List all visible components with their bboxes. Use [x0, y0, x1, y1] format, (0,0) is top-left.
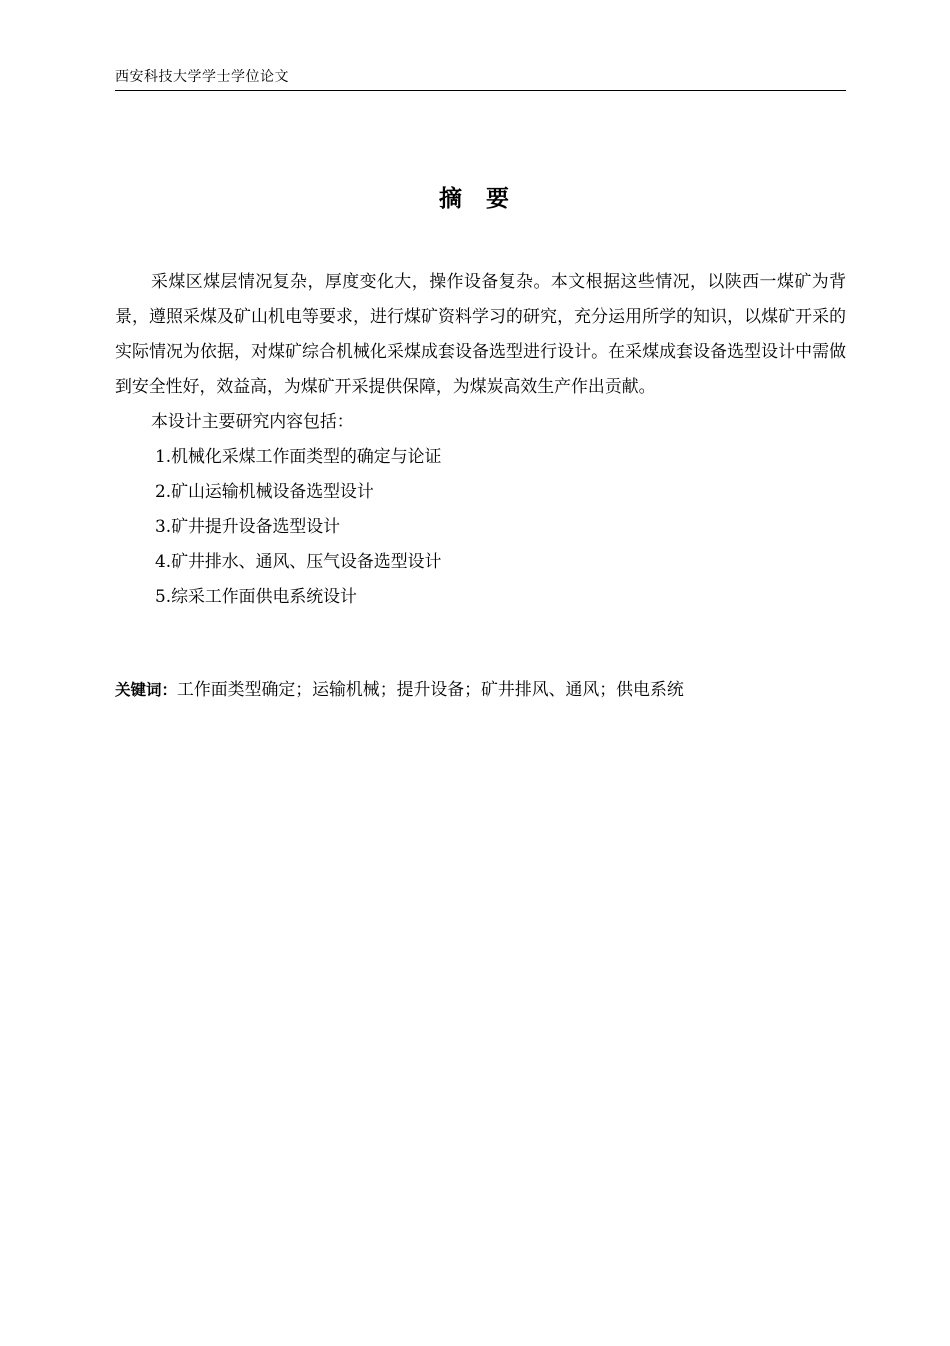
contents-item: 2.矿山运输机械设备选型设计 [155, 481, 374, 501]
keywords-text: 工作面类型确定；运输机械；提升设备；矿井排风、通风；供电系统 [177, 679, 684, 699]
abstract-body [115, 264, 846, 614]
contents-item: 1.机械化采煤工作面类型的确定与论证 [155, 446, 442, 466]
contents-item: 5.综采工作面供电系统设计 [155, 586, 357, 606]
running-header-title: 西安科技大学学士学位论文 [115, 69, 289, 85]
contents-item: 4.矿井排水、通风、压气设备选型设计 [155, 551, 442, 571]
keywords-label: 关键词： [115, 681, 178, 699]
abstract-contents-intro: 本设计主要研究内容包括： [151, 411, 354, 431]
contents-item: 3.矿井提升设备选型设计 [155, 516, 341, 536]
abstract-title: 摘 要 [438, 186, 517, 212]
abstract-paragraph: 采煤区煤层情况复杂，厚度变化大，操作设备复杂。本文根据这些情况，以陕西一煤矿为背景，遵照采煤及矿山机电等要求，进行煤矿资料学习的研究，充分运用所学的知识，以煤矿开采的实际情况为依据，对煤矿综合机械化采煤成套设备选型进行设计。在采煤成套设备选型设计中需做到安全性好，效益高，为煤矿开采提供保障，为煤炭高效生产作出贡献。 [115, 271, 846, 396]
running-header [115, 66, 846, 91]
keywords-line [115, 672, 846, 708]
